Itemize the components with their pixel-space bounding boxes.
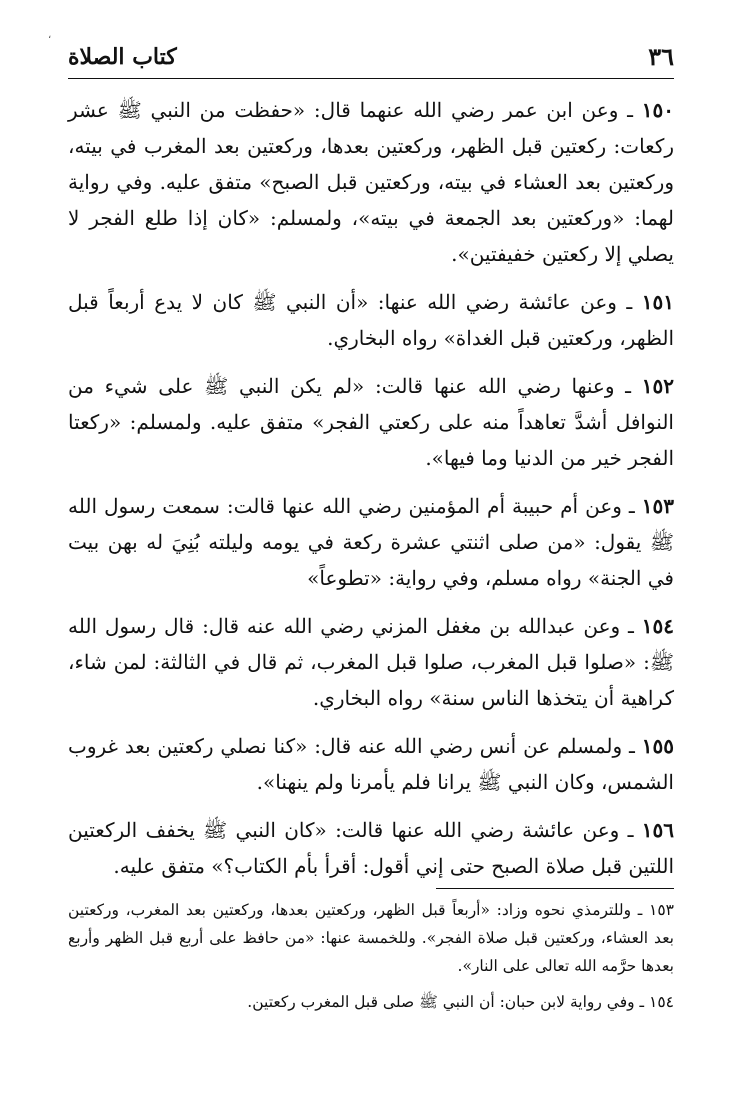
hadith-text: ـ وعنها رضي الله عنها قالت: «لم يكن النبي ﷺ على شيء من النوافل أشدَّ تعاهداً منه على ركعتي الفجر» متفق عليه. ولمسلم: «ركعتا الفجر خير من الدنيا وما فيها». <box>68 374 674 470</box>
hadith-text: ـ وعن أم حبيبة أم المؤمنين رضي الله عنها قالت: سمعت رسول الله ﷺ يقول: «من صلى اثنتي عشرة ركعة في يومه وليلته بُنِيَ له بهن بيت في الجنة» رواه مسلم، وفي رواية: «تطوعاً» <box>68 494 674 590</box>
hadith-text: ـ وعن ابن عمر رضي الله عنهما قال: «حفظت من النبي ﷺ عشر ركعات: ركعتين قبل الظهر، وركعتين بعدها، وركعتين بعد المغرب في بيته، وركعتين بعد العشاء في بيته، وركعتين قبل الصبح» متفق عليه. وفي رواية لهما: «وركعتين بعد الجمعة في بيته»، ولمسلم: «كان إذا طلع الفجر لا يصلي إلا ركعتين خفيفتين». <box>68 98 674 266</box>
hadith-152 <box>68 368 674 476</box>
hadith-155 <box>68 728 674 800</box>
hadith-154 <box>68 608 674 716</box>
hadith-number: ١٥٢ <box>641 374 674 398</box>
footnote-153: ١٥٣ ـ وللترمذي نحوه وزاد: «أربعاً قبل الظهر، وركعتين بعدها، وركعتين بعد المغرب، وركعتين بعد العشاء، وركعتين قبل صلاة الفجر». وللخمسة عنها: «من حافظ على أربع قبل الظهر وأربع بعدها حرَّمه الله تعالى على النار». <box>68 901 674 975</box>
page-header <box>68 42 674 82</box>
hadith-number: ١٥١ <box>641 290 674 314</box>
hadith-text: ـ وعن عائشة رضي الله عنها: «أن النبي ﷺ كان لا يدع أربعاً قبل الظهر، وركعتين قبل الغداة» رواه البخاري. <box>68 290 674 350</box>
hadith-153 <box>68 488 674 596</box>
page-number: ٣٦ <box>648 42 674 71</box>
footnote-154: ١٥٤ ـ وفي رواية لابن حبان: أن النبي ﷺ صلى قبل المغرب ركعتين. <box>247 993 674 1011</box>
chapter-title: كتاب الصلاة <box>68 44 177 70</box>
hadith-156 <box>68 812 674 884</box>
hadith-text: ـ وعن عائشة رضي الله عنها قالت: «كان النبي ﷺ يخفف الركعتين اللتين قبل صلاة الصبح حتى إني أقول: أقرأ بأم الكتاب؟» متفق عليه. <box>68 818 674 878</box>
hadith-number: ١٥٠ <box>641 98 674 122</box>
hadith-number: ١٥٤ <box>641 614 674 638</box>
hadith-text: ـ ولمسلم عن أنس رضي الله عنه قال: «كنا نصلي ركعتين بعد غروب الشمس، وكان النبي ﷺ يرانا فلم يأمرنا ولم ينهنا». <box>68 734 674 794</box>
footnote-separator <box>436 888 674 889</box>
margin-mark: ، <box>48 30 52 41</box>
header-rule <box>68 78 674 79</box>
hadith-151 <box>68 284 674 356</box>
main-text <box>68 92 674 896</box>
hadith-number: ١٥٥ <box>641 734 674 758</box>
hadith-text: ـ وعن عبدالله بن مغفل المزني رضي الله عنه قال: قال رسول الله ﷺ: «صلوا قبل المغرب، صلوا قبل المغرب، ثم قال في الثالثة: لمن شاء، كراهية أن يتخذها الناس سنة» رواه البخاري. <box>68 614 674 710</box>
footnotes <box>68 896 674 1024</box>
hadith-150 <box>68 92 674 272</box>
hadith-number: ١٥٦ <box>641 818 674 842</box>
hadith-number: ١٥٣ <box>641 494 674 518</box>
